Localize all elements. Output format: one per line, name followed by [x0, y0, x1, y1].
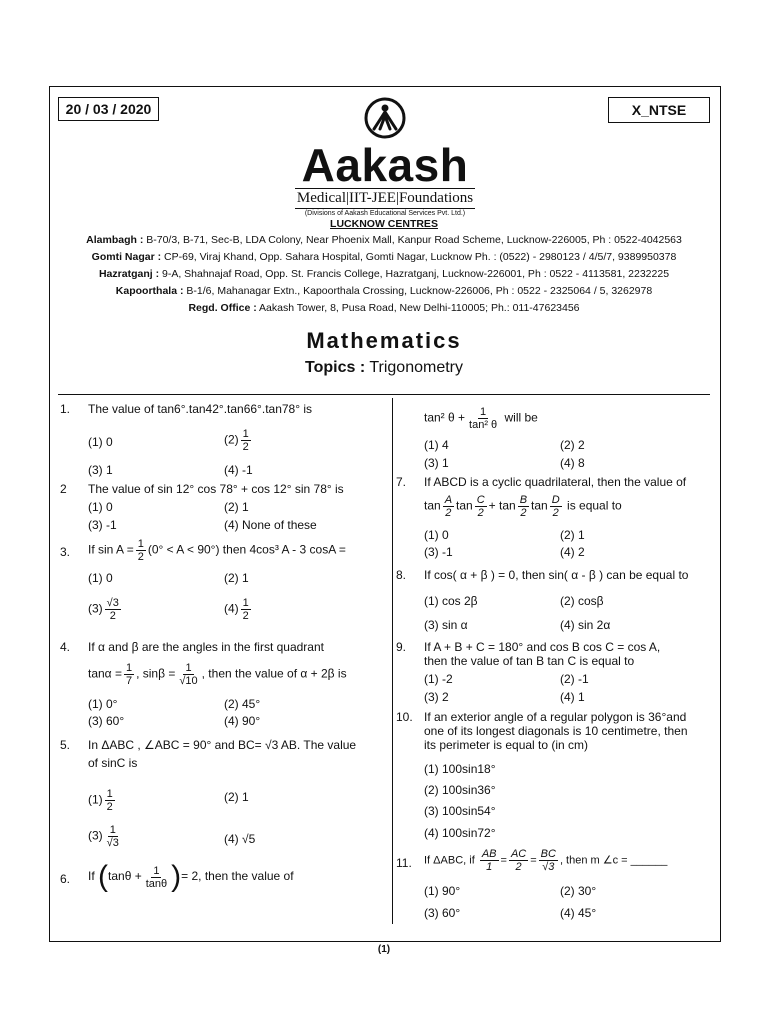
question-number: 10.	[396, 710, 413, 724]
centre-line: Hazratganj : 9-A, Shahnajaf Road, Opp. St. Francis College, Hazratganj, Lucknow-226001, Ph : 0522 - 4113581, 2232225	[98, 268, 670, 280]
option: (4) 45°	[560, 906, 597, 920]
question-number: 5.	[60, 738, 71, 752]
brand-wordmark: Aakash	[301, 139, 469, 191]
topics-line: Topics : Trigonometry	[305, 359, 463, 376]
option: (4) 90°	[224, 714, 261, 728]
option: (3) 1	[424, 456, 449, 470]
option: (1) 90°	[424, 884, 461, 898]
question-number: 9.	[396, 640, 407, 654]
question-text: If cos( α + β ) = 0, then sin( α - β ) can be equal to	[424, 568, 689, 582]
option: (4) √5	[224, 832, 256, 846]
question-number: 11.	[396, 856, 412, 870]
subject-title: Mathematics	[306, 328, 462, 353]
question-text: If α and β are the angles in the first quadrant	[88, 640, 324, 654]
option: (1) 0	[88, 500, 113, 514]
question-number: 8.	[396, 568, 407, 582]
question-number: 1.	[60, 402, 71, 416]
centre-line: Kapoorthala : B-1/6, Mahanagar Extn., Kapoorthala Crossing, Lucknow-226006, Ph : 0522 - 2325064 / 5, 3262978	[115, 285, 653, 297]
option: (3) sin α	[424, 618, 468, 632]
option: (4) 2	[560, 545, 585, 559]
option: (3) 1	[88, 463, 113, 477]
question-text: tanα = $\frac{1}{7}$ , sinβ = $\frac{1}{√10}$ , then the value of α + 2β is	[88, 662, 347, 687]
option: (1) $\frac{1}{2}$	[88, 788, 113, 813]
option: (1) 100sin18°	[424, 762, 496, 776]
question-expression: tan $\frac{A}{2}$ tan $\frac{C}{2}$ + tan $\frac{B}{2}$ tan $\frac{D}{2}$ is equal to	[424, 494, 622, 519]
brand-tagline: Medical|IIT-JEE|Foundations	[295, 188, 475, 209]
option: (1) 0	[88, 435, 113, 449]
option: (3) $\frac{√3}{2}$	[88, 597, 119, 622]
option: (4) $\frac{1}{2}$	[224, 597, 249, 622]
option: (1) 0	[424, 528, 449, 542]
option: (2) 45°	[224, 697, 261, 711]
question-text: tan² θ + $\frac{1}{\text{tan² θ}}$ will be	[424, 406, 538, 431]
question-text: The value of sin 12° cos 78° + cos 12° sin 78° is	[88, 482, 344, 496]
option: (4) 1	[560, 690, 585, 704]
question-text: If A + B + C = 180° and cos B cos C = cos A,	[424, 640, 661, 654]
question-number: 7.	[396, 475, 407, 489]
option: (1) 4	[424, 438, 449, 452]
option: (1) 0	[88, 571, 113, 585]
question-text: If ΔABC, if $\frac{AB}{1}$ = $\frac{AC}{2}$ = $\frac{BC}{√3}$ , then m ∠c = ______	[424, 848, 668, 873]
option: (4) sin 2α	[560, 618, 611, 632]
option: (2) $\frac{1}{2}$	[224, 428, 249, 453]
option: (1) -2	[424, 672, 453, 686]
question-text: one of its longest diagonals is 10 centimetre, then	[424, 724, 688, 738]
option: (2) 100sin36°	[424, 783, 496, 797]
question-text: If sin A = $\frac{1}{2}$ (0° < A < 90°) then 4cos³ A - 3 cosA =	[88, 538, 346, 563]
aakash-logo	[270, 96, 500, 217]
option: (3) $\frac{1}{√3}$	[88, 824, 119, 849]
option: (2) 1	[224, 790, 249, 804]
option: (4) 100sin72°	[424, 826, 496, 840]
centres-title: LUCKNOW CENTRES	[330, 218, 438, 230]
centre-line: Gomti Nagar : CP-69, Viraj Khand, Opp. Sahara Hospital, Gomti Nagar, Lucknow Ph. : (0522) - 2980123 / 4/5/7, 9389950378	[91, 251, 677, 263]
option: (3) 60°	[424, 906, 461, 920]
option: (2) 1	[224, 500, 249, 514]
question-number: 6.	[60, 872, 71, 886]
option: (4) None of these	[224, 518, 317, 532]
option: (3) 2	[424, 690, 449, 704]
option: (2) 1	[224, 571, 249, 585]
question-text: The value of tan6°.tan42°.tan66°.tan78° is	[88, 402, 313, 416]
test-code-box: X_NTSE	[608, 97, 710, 123]
question-text: If (tanθ + $\frac{1}{\tan\theta}$ )= 2, then the value of	[88, 860, 294, 893]
option: (4) -1	[224, 463, 253, 477]
question-number: 3.	[60, 545, 71, 559]
page-number: (1)	[377, 944, 391, 955]
question-number: 4.	[60, 640, 71, 654]
option: (1) cos 2β	[424, 594, 478, 608]
question-number: 2	[60, 482, 67, 496]
question-text: If an exterior angle of a regular polygon is 36°and	[424, 710, 687, 724]
option: (2) 2	[560, 438, 585, 452]
option: (3) 100sin54°	[424, 804, 496, 818]
centre-line: Alambagh : B-70/3, B-71, Sec-B, LDA Colony, Near Phoenix Mall, Kanpur Road Scheme, Lucknow-226005, Ph : 0522-4042563	[86, 234, 682, 246]
aakash-emblem-icon	[364, 96, 406, 140]
option: (2) -1	[560, 672, 589, 686]
option: (2) 1	[560, 528, 585, 542]
option: (2) 30°	[560, 884, 597, 898]
option: (4) 8	[560, 456, 585, 470]
question-text: its perimeter is equal to (in cm)	[424, 738, 589, 752]
option: (3) -1	[88, 518, 117, 532]
header-separator	[58, 394, 710, 395]
option: (2) cosβ	[560, 594, 604, 608]
option: (3) 60°	[88, 714, 125, 728]
question-text: In ΔABC , ∠ABC = 90° and BC= √3 AB. The value	[88, 738, 357, 752]
brand-subline: (Divisions of Aakash Educational Services Pvt. Ltd.)	[304, 210, 466, 217]
question-text: of sinC is	[88, 756, 138, 770]
centre-line: Regd. Office : Aakash Tower, 8, Pusa Road, New Delhi-110005; Ph.: 011-47623456	[188, 302, 580, 314]
question-text: then the value of tan B tan C is equal to	[424, 654, 635, 668]
option: (3) -1	[424, 545, 453, 559]
option: (1) 0°	[88, 697, 118, 711]
question-text: If ABCD is a cyclic quadrilateral, then the value of	[424, 475, 687, 489]
column-divider	[392, 398, 393, 924]
date-box: 20 / 03 / 2020	[58, 97, 159, 121]
